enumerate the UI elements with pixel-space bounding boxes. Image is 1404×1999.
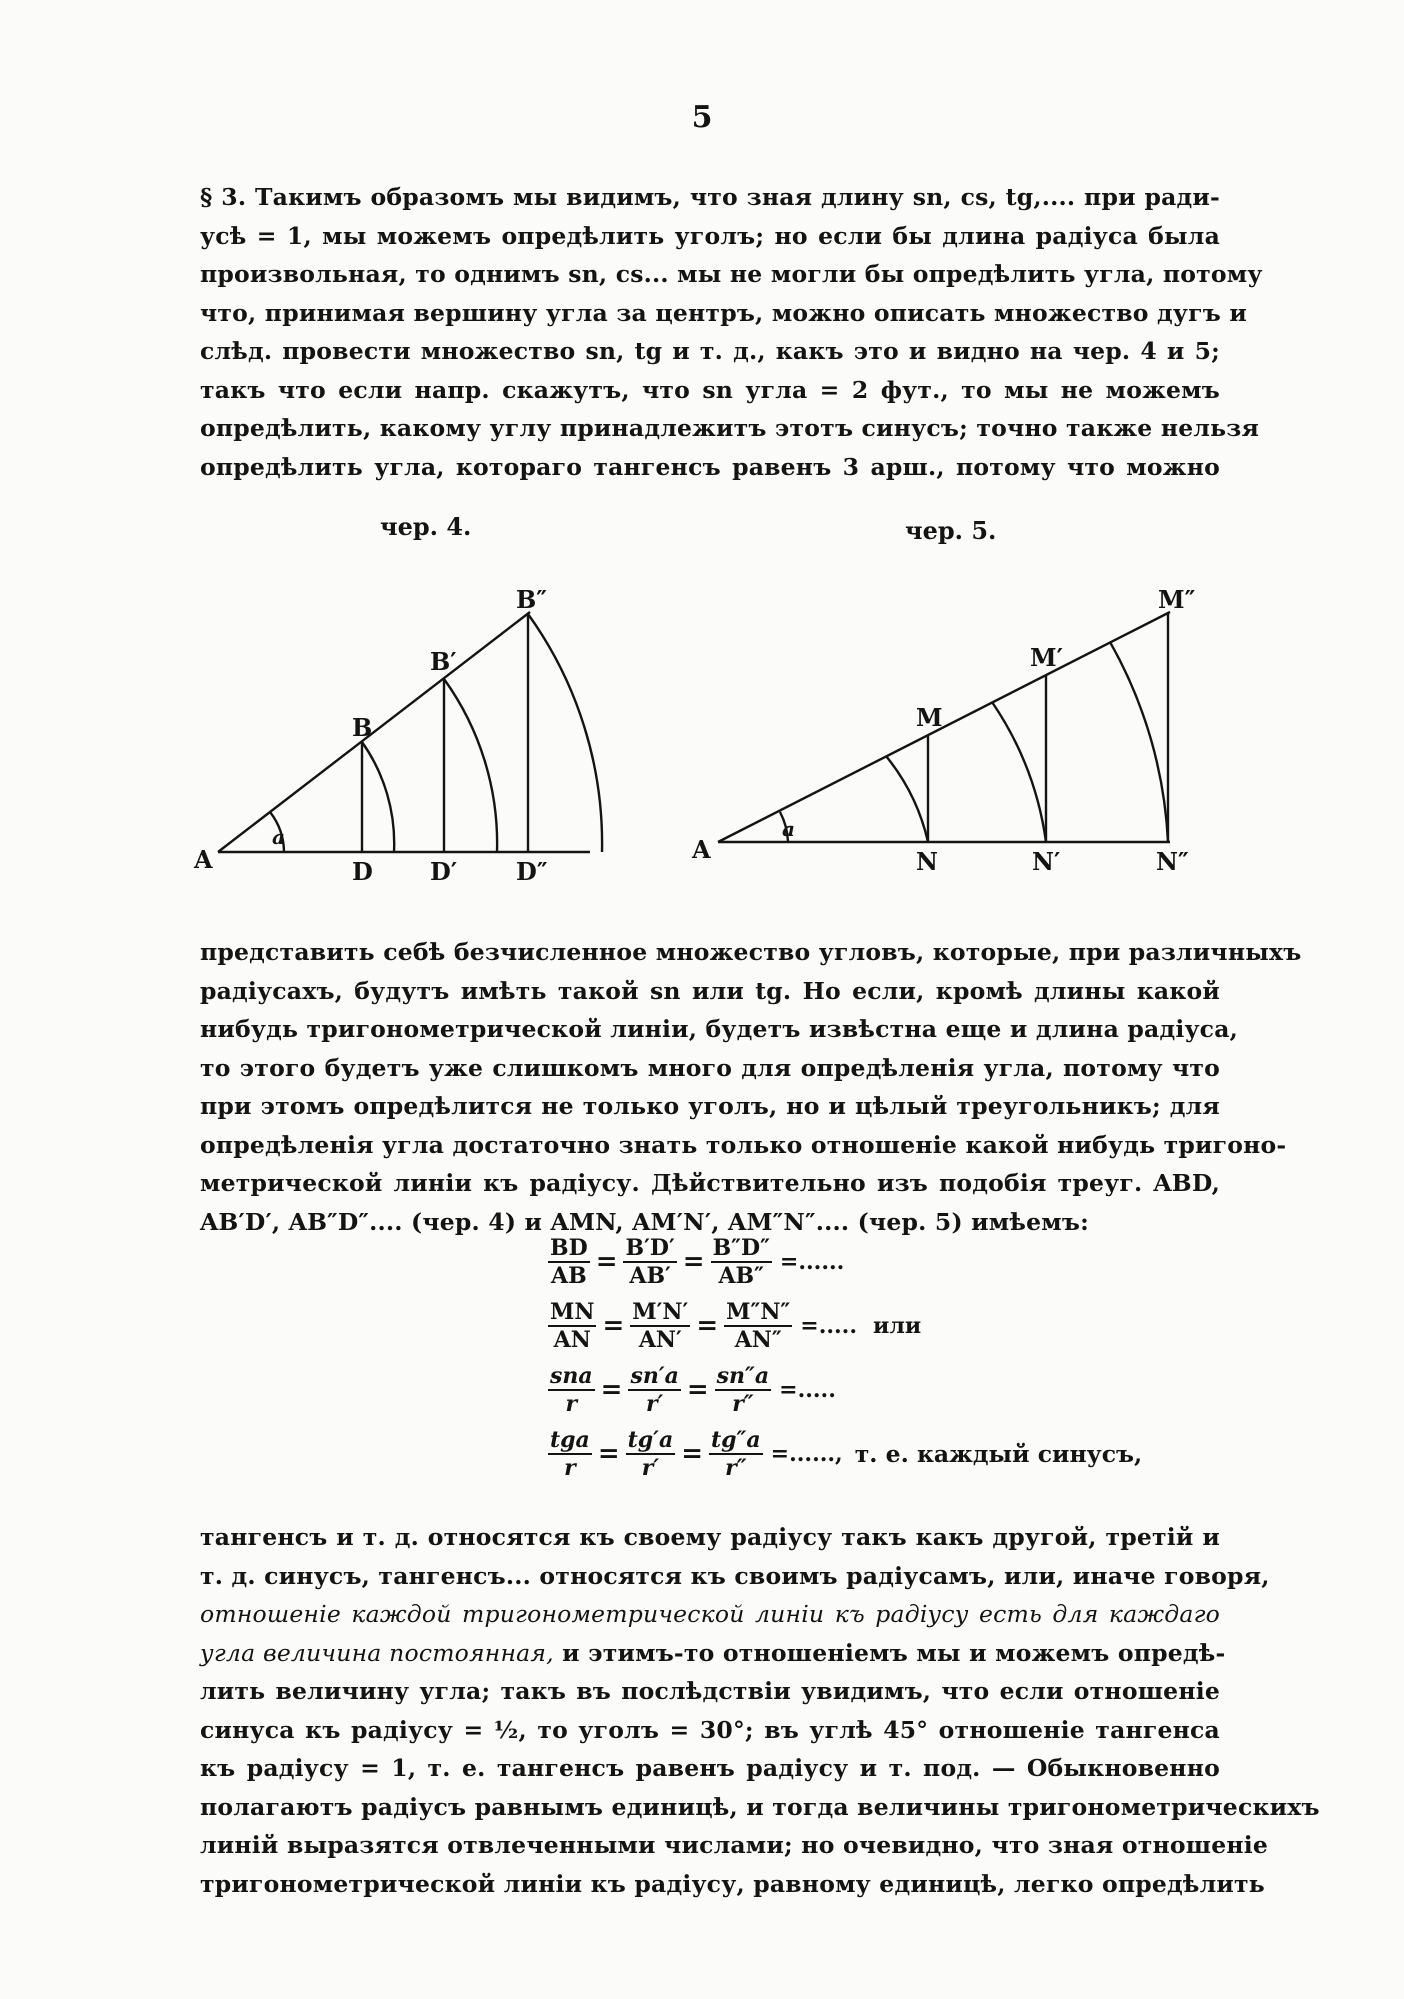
fraction: $\frac{M''N''}{AN''}$ (726, 1299, 791, 1353)
fig4-hypotenuse (218, 612, 530, 852)
fig4-arc-2 (444, 679, 497, 852)
text-line: такъ что если напр. скажутъ, что sn угла = 2 фут., то мы не можемъ (200, 375, 1220, 404)
equation-row-3: $\frac{\text{sna}}{r}$ = $\frac{sn'a}{r'}$ = $\frac{sn''a}{r''}$ =..... (550, 1363, 836, 1417)
fraction: $\frac{sn'a}{r'}$ (630, 1363, 679, 1417)
equation-row-1: $\frac{BD}{AB}$ = $\frac{B'D'}{AB'}$ = $\frac{B''D''}{AB''}$ =...... (550, 1235, 845, 1289)
text-line: лить величину угла; такъ въ послѣдствіи увидимъ, что если отношеніе (200, 1677, 1220, 1705)
paragraph-middle (200, 933, 1302, 1241)
paragraph-bottom (200, 1518, 1320, 1903)
fig5-arc-1 (886, 756, 928, 842)
text-line: опредѣлить угла, котораго тангенсъ равенъ 3 арш., потому что можно (200, 452, 1220, 481)
text-line: что, принимая вершину угла за центръ, можно описать множество дугъ и (200, 298, 1247, 327)
text-line: метрической линіи къ радіусу. Дѣйствительно изъ подобія треуг. ABD, (200, 1169, 1220, 1197)
fig5-label-M1: M′ (1030, 643, 1063, 672)
fraction: $\frac{B''D''}{AB''}$ (712, 1235, 770, 1289)
fig5-label-A: A (692, 835, 711, 864)
fraction: $\frac{B'D'}{AB'}$ (625, 1235, 675, 1289)
equation-row-4: $\frac{\text{tga}}{r}$ = $\frac{tg'a}{r'}$ = $\frac{tg''a}{r''}$ =......, т. е. каждый синусъ, (550, 1427, 1143, 1481)
fraction: $\frac{M'N'}{AN'}$ (632, 1299, 689, 1353)
italic-text: угла величина постоянная, (200, 1638, 554, 1667)
fig5-label-N1: N′ (1032, 847, 1061, 876)
text-line: полагаютъ радіусъ равнымъ единицѣ, и тогда величины тригонометрическихъ (200, 1792, 1320, 1821)
fig5-label-angle: a (782, 817, 795, 841)
fig4-label-B2: B″ (516, 585, 548, 614)
text-line: т. д. синусъ, тангенсъ... относятся къ своимъ радіусамъ, или, иначе говоря, (200, 1561, 1270, 1590)
equation-dots: =...... (779, 1249, 845, 1275)
fraction: $\frac{\text{sna}}{r}$ (550, 1363, 593, 1417)
fig4-label-D1: D′ (430, 857, 458, 886)
text-line: опредѣленія угла достаточно знать только отношеніе какой нибудь тригоно- (200, 1130, 1287, 1159)
text-line: тригонометрической линіи къ радіусу, равному единицѣ, легко опредѣлить (200, 1869, 1265, 1898)
fig5-label-M2: M″ (1158, 585, 1196, 614)
text-line: опредѣлить, какому углу принадлежитъ этотъ синусъ; точно также нельзя (200, 414, 1260, 442)
figure-5-caption: чер. 5. (905, 516, 997, 545)
italic-text: отношеніе каждой тригонометрической линіи къ радіусу есть для каждаго (200, 1600, 1220, 1628)
text-line: представить себѣ безчисленное множество угловъ, которые, при различныхъ (200, 938, 1302, 966)
text-line: слѣд. провести множество sn, tg и т. д., какъ это и видно на чер. 4 и 5; (200, 337, 1220, 365)
fig5-label-M: M (916, 703, 943, 732)
text-line: линій выразятся отвлеченными числами; но очевидно, что зная отношеніе (200, 1831, 1269, 1859)
fig4-label-B: B (352, 713, 373, 742)
fig4-arc-3 (528, 614, 602, 852)
paragraph-section-3 (200, 178, 1263, 486)
text-line: AB′D′, AB″D″.... (чер. 4) и AMN, AM′N′, AM″N″.... (чер. 5) имѣемъ: (200, 1207, 1089, 1236)
figure-5-diagram (690, 585, 1230, 880)
text-line: синуса къ радіусу = ½, то уголъ = 30°; въ углѣ 45° отношеніе тангенса (200, 1715, 1220, 1744)
text-line: то этого будетъ уже слишкомъ много для опредѣленія угла, потому что (200, 1053, 1220, 1082)
equation-dots: =..... (800, 1313, 857, 1339)
figure-4-diagram (190, 585, 610, 890)
text-line: радіусахъ, будутъ имѣть такой sn или tg. Но если, кромѣ длины какой (200, 976, 1220, 1005)
fraction: $\frac{tg''a}{r''}$ (711, 1427, 761, 1481)
ratio-equations (548, 1235, 1228, 1495)
text-line: къ радіусу = 1, т. е. тангенсъ равенъ радіусу и т. под. — Обыкновенно (200, 1754, 1220, 1782)
page-number: 5 (691, 100, 713, 135)
text-line: при этомъ опредѣлится не только уголъ, но и цѣлый треугольникъ; для (200, 1092, 1220, 1120)
text-line: § 3. Такимъ образомъ мы видимъ, что зная длину sn, cs, tg,.... при ради- (200, 183, 1220, 211)
equation-dots: =..... (779, 1377, 836, 1403)
equation-tail-text: т. е. каждый синусъ, (854, 1440, 1143, 1468)
text-line (200, 1634, 1226, 1673)
text-line: нибудь тригонометрической линіи, будетъ извѣстна еще и длина радіуса, (200, 1015, 1239, 1043)
fig4-label-D2: D″ (516, 857, 548, 886)
equation-row-2: $\frac{MN}{AN}$ = $\frac{M'N'}{AN'}$ = $\frac{M''N''}{AN''}$ =..... или (550, 1299, 922, 1353)
fig4-arc-1 (362, 742, 394, 852)
fraction: $\frac{\text{tga}}{r}$ (550, 1427, 590, 1481)
figure-4-caption: чер. 4. (380, 512, 472, 541)
fig4-label-angle: a (272, 825, 285, 849)
equation-tail-text: или (873, 1313, 922, 1339)
fig5-label-N: N (916, 847, 938, 876)
fraction: $\frac{sn''a}{r''}$ (716, 1363, 770, 1417)
fig5-hypotenuse (718, 612, 1170, 842)
fraction: $\frac{MN}{AN}$ (550, 1299, 595, 1353)
fig4-label-B1: B′ (430, 647, 457, 676)
text-line: произвольная, то однимъ sn, cs... мы не могли бы опредѣлить угла, потому (200, 260, 1263, 288)
text-segment: и этимъ-то отношеніемъ мы и можемъ опредѣ- (553, 1638, 1226, 1667)
fig5-label-N2: N″ (1156, 847, 1189, 876)
equation-dots: =......, (770, 1441, 843, 1467)
fraction: $\frac{BD}{AB}$ (550, 1235, 588, 1289)
text-line (200, 1595, 1220, 1634)
fig4-label-A: A (194, 845, 213, 874)
fig5-arc-3 (1110, 642, 1168, 842)
text-line: тангенсъ и т. д. относятся къ своему радіусу такъ какъ другой, третій и (200, 1523, 1220, 1551)
fig5-arc-2 (992, 702, 1046, 842)
fig4-label-D: D (352, 857, 373, 886)
fraction: $\frac{tg'a}{r'}$ (627, 1427, 674, 1481)
text-line: усѣ = 1, мы можемъ опредѣлить уголъ; но если бы длина радіуса была (200, 221, 1220, 250)
